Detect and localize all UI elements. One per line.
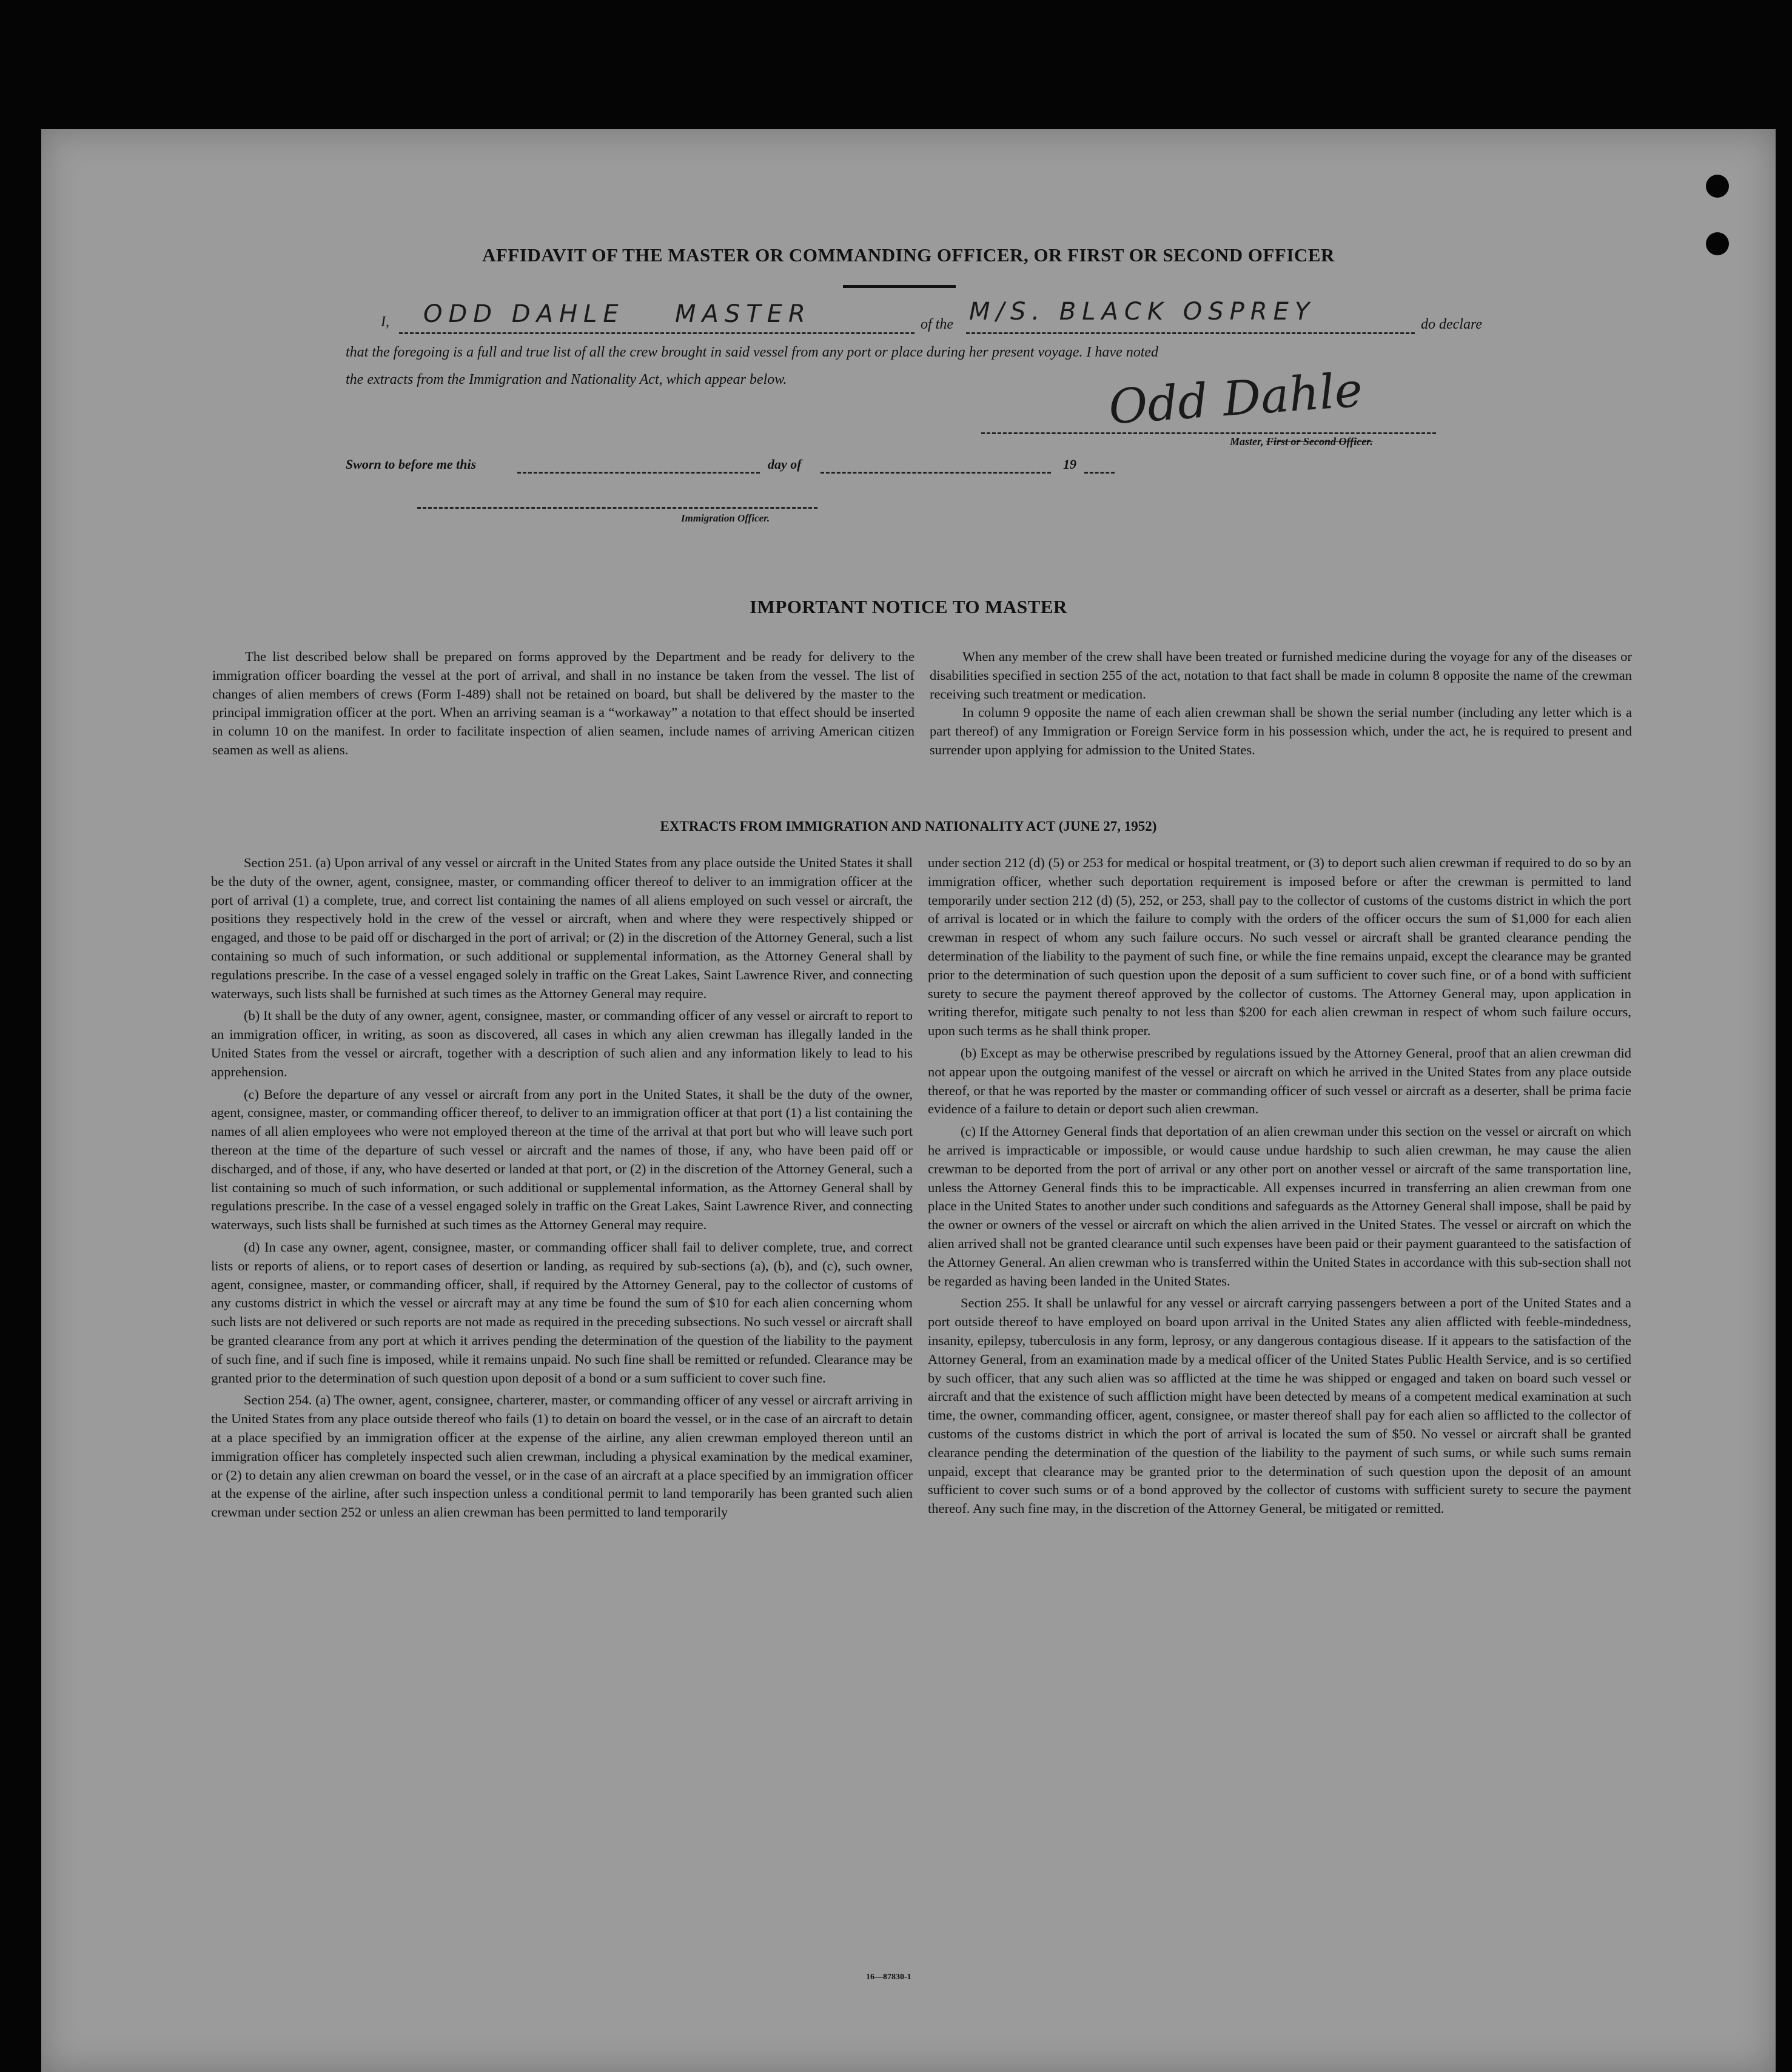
sworn-day-line [517,472,760,474]
form-code: 16—87830-1 [866,1973,911,1982]
affidavit-title: AFFIDAVIT OF THE MASTER OR COMMANDING OFFICER, OR FIRST OR SECOND OFFICER [482,244,1335,266]
do-declare-label: do declare [1421,317,1483,332]
extracts-right-column [928,854,1631,1522]
signature-line [981,432,1436,434]
immigration-officer-label: Immigration Officer. [681,512,770,524]
signature-caption [1230,435,1373,448]
extract-paragraph: Section 254. (a) The owner, agent, consignee, charterer, master, or commanding officer of any vessel or aircraft arriving in the United States from any place outside thereof who fails (1) to detain on board the vessel, or in the case of an aircraft to detain at a place specified by an immigration officer at the expense of the airline, any alien crewman employed thereon until an immigration officer has completely inspected such alien crewman, including a physical examination by the medical examiner, or (2) to detain any alien crewman on board the vessel, or in the case of an aircraft at a place specified by an immigration officer at the expense of the airline, after such inspection unless a conditional permit to land temporarily has been granted such alien crewman under section 252 or unless an alien crewman has been permitted to land temporarily [211,1392,913,1520]
vessel-line [966,332,1415,334]
notice-title: IMPORTANT NOTICE TO MASTER [750,596,1067,617]
year-line [1084,472,1115,474]
signature: Odd Dahle [1107,363,1364,435]
extract-paragraph: (c) If the Attorney General finds that deportation of an alien crewman under this section on the vessel or aircraft on which he arrived is impracticable or impossible, or would cause undue hardship to such alien crewman, he may cause the alien crewman to be deported from the port of arrival or any other port on another vessel or aircraft of the same transportation line, unless the Attorney General finds this to be impracticable. All expenses incurred in transferring an alien crewman from one place in the United States to another under such conditions and safeguards as the Attorney General shall impose, shall be paid by the owner or owners of the vessel or aircraft on which the alien arrived in the United States. The vessel or aircraft on which the alien arrived shall not be granted clearance until such expenses have been paid or their payment guaranteed to the satisfaction of the Attorney General. An alien crewman who is transferred within the United States in accordance with this sub-section shall not be regarded as having been landed in the United States. [928,1124,1631,1289]
extract-paragraph: (b) Except as may be otherwise prescribed by regulations issued by the Attorney General, proof that an alien crewman did not appear upon the outgoing manifest of the vessel or aircraft on which he arrived in the United States from any place outside thereof, or that he was reported by the master or commanding officer of such vessel or aircraft as a deserter, shall be prima facie evidence of a failure to detain or deport such alien crewman. [928,1045,1631,1117]
sworn-month-line [820,472,1051,474]
document-page [41,129,1776,2072]
vessel-handwritten: M/S. BLACK OSPREY [969,298,1316,326]
extract-paragraph: (c) Before the departure of any vessel or aircraft from any port in the United States, it shall be the duty of the owner, agent, consignee, master, or commanding officer thereof, to deliver to an immigration officer at that port (1) a list containing the names of all alien employees who were not employed thereon at the time of the arrival at that port but who will leave such port thereon at the time of the departure of such vessel or aircraft and the names of those, if any, who have been paid off or discharged, and of those, if any, who have deserted or landed at that port, or (2) in the discretion of the Attorney General, such a list containing so much of such information, or such additional or supplemental information, as the Attorney General shall by regulations prescribe. In the case of a vessel engaged solely in traffic on the Great Lakes, Saint Lawrence River, and connecting waterways, such lists shall be furnished at such times as the Attorney General may require. [211,1086,913,1233]
year-label: 19 [1063,457,1076,472]
caption-master: Master, [1230,435,1264,448]
declaration-line-2: that the foregoing is a full and true list of all the crew brought in said vessel from any port or place during her present voyage. I have noted [346,344,1159,360]
notice-right [930,648,1632,760]
extract-paragraph: (b) It shall be the duty of any owner, agent, consignee, master, or commanding officer of any vessel or aircraft to report to an immigration officer, in writing, as soon as discovered, all cases in which any alien crewman has illegally landed in the United States from the vessel or aircraft, together with a description of such alien and any information likely to lead to his apprehension. [211,1008,913,1079]
name-line [399,332,914,334]
extracts-title: EXTRACTS FROM IMMIGRATION AND NATIONALITY ACT (JUNE 27, 1952) [660,819,1157,834]
notice-right-p1: When any member of the crew shall have been treated or furnished medicine during the voyage for any of the diseases or disabilities specified in section 255 of the act, notation to that fact shall be made in column 8 opposite the name of the crewman receiving such treatment or medication. [930,649,1632,702]
day-of-label: day of [768,457,802,472]
rank-handwritten: MASTER [675,300,811,328]
name-handwritten: ODD DAHLE [423,300,625,328]
caption-struck: First or Second Officer. [1266,435,1373,448]
punch-hole [1706,175,1729,198]
immigration-officer-line [417,507,817,509]
notice-left: The list described below shall be prepared on forms approved by the Department and be ready for delivery to the immigration officer boarding the vessel at the port of arrival, and shall in no instance be taken from the vessel. The list of changes of alien members of crews (Form I-489) shall not be retained on board, but shall be delivered by the master to the principal immigration officer at the port. When an arriving seaman is a “workaway” a notation to that effect should be inserted in column 10 on the manifest. In order to facilitate inspection of alien seamen, include names of arriving American citizen seamen as well as aliens. [212,649,914,757]
i-label: I, [381,314,389,330]
extract-paragraph: Section 251. (a) Upon arrival of any vessel or aircraft in the United States from any place outside the United States it shall be the duty of the owner, agent, consignee, master, or commanding officer thereof to deliver to an immigration officer at the port of arrival (1) a complete, true, and correct list containing the names of all aliens employed on such vessel or aircraft, the positions they respectively hold in the crew of the vessel or aircraft, when and where they were respectively shipped or engaged, and those to be paid off or discharged in the port of arrival; or (2) in the discretion of the Attorney General, such a list containing so much of such information, or such additional or supplemental information, as the Attorney General shall by regulations prescribe. In the case of a vessel engaged solely in traffic on the Great Lakes, Saint Lawrence River, and connecting waterways, such lists shall be furnished at such times as the Attorney General may require. [211,855,913,1001]
title-rule [843,285,956,288]
declaration-line-3: the extracts from the Immigration and Nationality Act, which appear below. [346,372,787,387]
extract-paragraph: under section 212 (d) (5) or 253 for medical or hospital treatment, or (3) to deport such alien crewman if required to do so by an immigration officer, whether such deportation requirement is imposed before or after the crewman is permitted to land temporarily under section 212 (d) (5), 252, or 253, shall pay to the collector of customs of the customs district in which the port of arrival is located or in which the failure to comply with the orders of the officer occurs the sum of $1,000 for each alien crewman in respect of whom any such failure occurs. No such vessel or aircraft shall be granted clearance pending the determination of the liability to the payment of such fine, or while the fine remains unpaid, except the clearance may be granted prior to the determination of such question upon the deposit of a sum sufficient to cover such fine, or of a bond with sufficient surety to secure the payment thereof approved by the collector of customs. The Attorney General may, upon application in writing therefor, mitigate such penalty to not less than $200 for each alien crewman in respect of whom such failure occurs, upon such terms as he shall think proper. [928,855,1631,1039]
extract-paragraph: (d) In case any owner, agent, consignee, master, or commanding officer shall fail to deliver complete, true, and correct lists or reports of aliens, or to report cases of desertion or landing, as required by sub-sections (a), (b), and (c), such owner, agent, consignee, master, or commanding officer, shall, if required by the Attorney General, pay to the collector of customs of any customs district in which the vessel or aircraft may at any time be found the sum of $10 for each alien concerning whom such lists are not delivered or such reports are not made as required in the preceding subsections. No such vessel or aircraft shall be granted clearance from any port at which it arrives pending the determination of the question of the liability to the payment of such fine, and if such fine is imposed, while it remains unpaid. No such fine shall be remitted or refunded. Clearance may be granted prior to the determination of such question upon deposit of a bond or a sum sufficient to cover such fine. [211,1239,913,1386]
of-the-label: of the [921,317,953,332]
extracts-left-column [211,854,913,1526]
notice-right-p2: In column 9 opposite the name of each alien crewman shall be shown the serial number (including any letter which is a part thereof) of any Immigration or Foreign Service form in his possession which, under the act, he is required to present and surrender upon applying for admission to the United States. [930,705,1632,757]
extract-paragraph: Section 255. It shall be unlawful for any vessel or aircraft carrying passengers between a port of the United States and a port outside thereof to have employed on board upon arrival in the United States any alien afflicted with feeble-mindedness, insanity, epilepsy, tuberculosis in any form, leprosy, or any dangerous contagious disease. If it appears to the satisfaction of the Attorney General, from an examination made by a medical officer of the United States Public Health Service, and is so certified by such officer, that any such alien was so afflicted at the time he was shipped or engaged and taken on board such vessel or aircraft and that the existence of such affliction might have been detected by means of a competent medical examination at such time, the owner, commanding officer, agent, consignee, or master thereof shall pay for each alien so afflicted to the collector of customs of the customs district in which the port of arrival is located the sum of $50. No vessel or aircraft shall be granted clearance pending the determination of the question of the liability to the payment of such sums, or while such sums remain unpaid, except that clearance may be granted prior to the determination of such question upon the deposit of an amount sufficient to cover such sums or of a bond approved by the collector of customs with sufficient surety to secure the payment thereof. Any such fine may, in the discretion of the Attorney General, be mitigated or remitted. [928,1295,1631,1517]
sworn-label: Sworn to before me this [346,457,477,472]
